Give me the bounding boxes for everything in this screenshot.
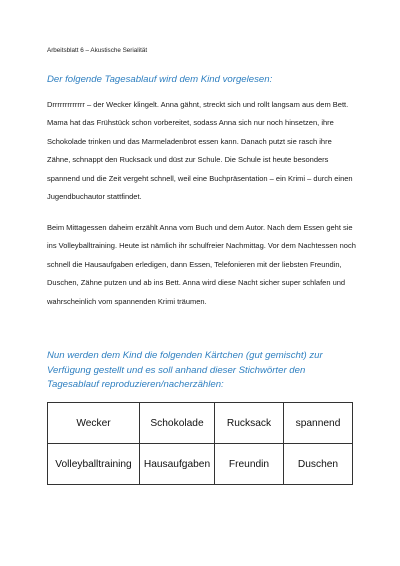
card-cell: Schokolade — [140, 403, 215, 444]
story-paragraph-morning: Drrrrrrrrrrrrr – der Wecker klingelt. Anna gähnt, streckt sich und rollt langsam aus dem Bett. Mama hat das Frühstück schon vorbereitet, sodass Anna sich nur noch hinsetzen, ihre Schokolade trinken und das Marmeladenbrot essen kann. Danach putzt sie rasch ihre Zähne, schnappt den Rucksack und düst zur Schule. Die Schule ist heute besonders spannend und die Zeit vergeht schnell, weil eine Buchpräsentation – ein Krimi – durch einen Jugendbuchautor stattfindet. — [47, 100, 353, 202]
card-cell: spannend — [284, 403, 353, 444]
worksheet-title: Arbeitsblatt 6 – Akustische Serialität — [47, 47, 148, 54]
cards-row — [48, 444, 353, 485]
card-cell: Volleyballtraining — [48, 444, 140, 485]
card-cell: Duschen — [284, 444, 353, 485]
card-cell: Rucksack — [215, 403, 284, 444]
cards-row — [48, 403, 353, 444]
card-cell: Wecker — [48, 403, 140, 444]
story-paragraph-afternoon: Beim Mittagessen daheim erzählt Anna vom Buch und dem Autor. Nach dem Essen geht sie ins Volleyballtraining. Heute ist nämlich ihr schulfreier Nachmittag. Vor dem Nachtessen noch schnell die Hausaufgaben erledigen, dann Essen, Telefonieren mit der liebsten Freundin, Duschen, Zähne putzen und ab ins Bett. Anna wird diese Nacht sicher super schlafen und wahrscheinlich vom spannenden Krimi träumen. — [47, 223, 356, 306]
keyword-cards-table — [47, 402, 353, 485]
card-cell: Hausaufgaben — [140, 444, 215, 485]
section-heading-read-aloud: Der folgende Tagesablauf wird dem Kind vorgelesen: — [47, 74, 273, 85]
card-cell: Freundin — [215, 444, 284, 485]
section-heading-cards: Nun werden dem Kind die folgenden Kärtchen (gut gemischt) zur Verfügung gestellt und es soll anhand dieser Stichwörter den Tagesablauf reproduzieren/nacherzählen: — [47, 350, 323, 390]
